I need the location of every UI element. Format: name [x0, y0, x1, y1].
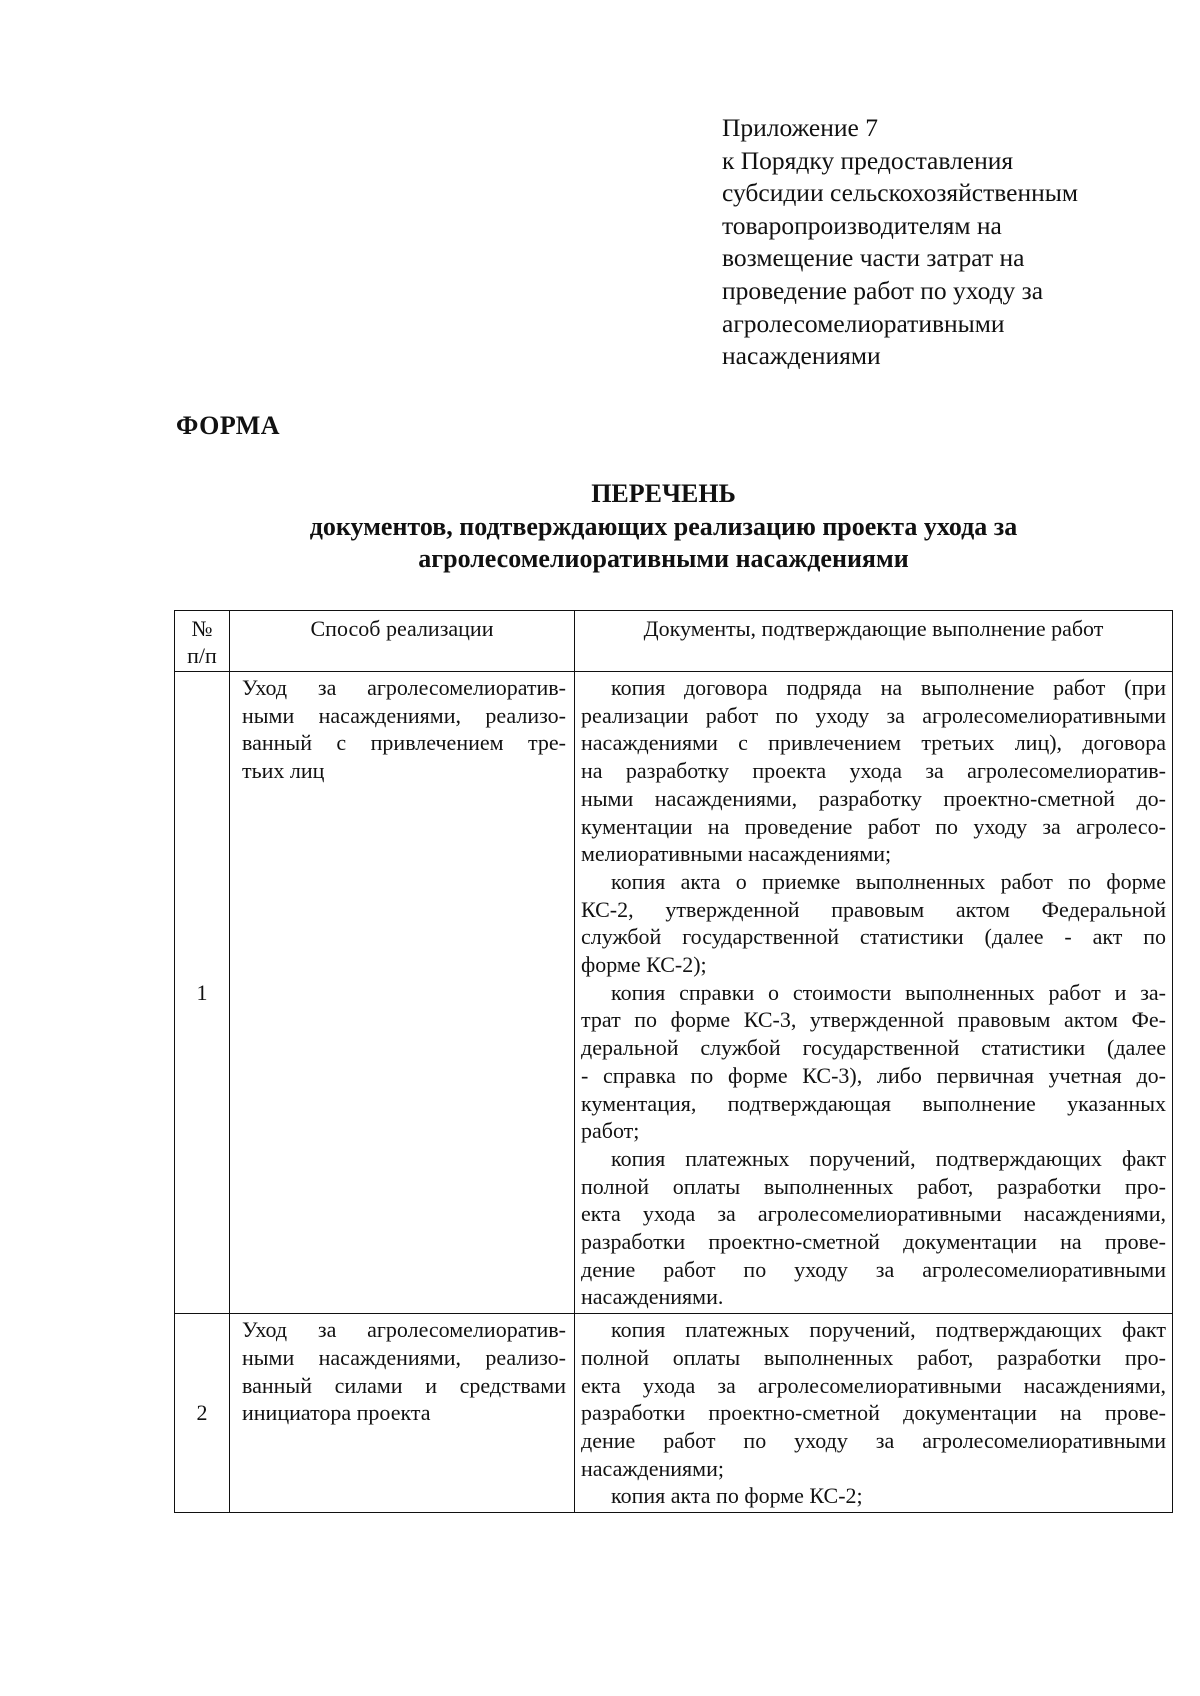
appendix-line: агролесомелиоративными — [722, 308, 1005, 338]
document-line: кументация, подтверждающая выполнение указанных — [581, 1090, 1166, 1116]
row-number: 1 — [175, 672, 230, 1314]
title-line: агролесомелиоративными насаждениями — [418, 544, 909, 573]
document-line: разработки проектно-сметной документации на прове- — [581, 1400, 1166, 1426]
document-line: на разработку проекта ухода за агролесомелиоратив- — [581, 758, 1166, 784]
appendix-line: Приложение 7 — [722, 113, 878, 142]
implementation-method — [230, 1314, 575, 1513]
header-way: Способ реализации — [230, 611, 575, 672]
appendix-line: товаропроизводителям на — [722, 210, 1002, 240]
method-line: инициатора проекта — [242, 1400, 431, 1426]
header-num — [175, 611, 230, 672]
document-line: деральной службой государственной статистики (далее — [581, 1035, 1166, 1061]
appendix-line: субсидии сельскохозяйственным — [722, 178, 1079, 208]
form-label: ФОРМА — [176, 411, 281, 440]
method-line: Уход за агролесомелиоратив- — [242, 675, 566, 700]
title-line: документов, подтверждающих реализацию проекта ухода за — [309, 511, 1018, 541]
header-num-line: № — [191, 616, 213, 641]
document-line: разработки проектно-сметной документации на прове- — [581, 1229, 1166, 1255]
document-line: копия справки о стоимости выполненных работ и за- — [611, 979, 1166, 1005]
method-line: тьих лиц — [242, 758, 325, 784]
table-row — [175, 1314, 1173, 1513]
table-header-row — [175, 611, 1173, 672]
document-line: - справка по форме КС-3), либо первичная учетная до- — [581, 1062, 1166, 1088]
row-number: 2 — [175, 1314, 230, 1513]
document-line: екта ухода за агролесомелиоративными насаждениями, — [581, 1372, 1166, 1398]
document-line: насаждениями с привлечением третьих лиц), договора — [581, 730, 1166, 756]
document-line: ными насаждениями, разработку проектно-сметной до- — [581, 785, 1166, 811]
document-line: службой государственной статистики (далее - акт по — [581, 924, 1166, 950]
document-line: форме КС-2); — [581, 952, 707, 978]
document-line: дение работ по уходу за агролесомелиоративными — [581, 1256, 1166, 1282]
supporting-documents — [575, 1314, 1173, 1513]
document-line: КС-2, утвержденной правовым актом Федеральной — [581, 896, 1166, 922]
method-line: ными насаждениями, реализо- — [242, 1344, 566, 1370]
document-line: копия платежных поручений, подтверждающих факт — [611, 1145, 1166, 1171]
document-title — [176, 478, 1151, 576]
title-heading: ПЕРЕЧЕНЬ — [591, 479, 736, 508]
method-line: ванный с привлечением тре- — [242, 730, 566, 756]
document-line: мелиоративными насаждениями; — [581, 841, 892, 867]
document-line: копия акта о приемке выполненных работ по форме — [611, 868, 1166, 894]
document-line: полной оплаты выполненных работ, разработки про- — [581, 1173, 1166, 1199]
document-line: екта ухода за агролесомелиоративными насаждениями, — [581, 1201, 1166, 1227]
supporting-documents — [575, 672, 1173, 1314]
header-docs: Документы, подтверждающие выполнение работ — [575, 611, 1173, 672]
document-line: реализации работ по уходу за агролесомелиоративными — [581, 702, 1166, 728]
document-line: насаждениями. — [581, 1284, 724, 1310]
header-num-line: п/п — [187, 643, 217, 668]
appendix-block — [722, 112, 1162, 373]
document-line: трат по форме КС-3, утвержденной правовым актом Фе- — [581, 1007, 1166, 1033]
document-line: копия платежных поручений, подтверждающих факт — [611, 1317, 1166, 1343]
method-line: Уход за агролесомелиоратив- — [242, 1317, 566, 1343]
documents-table — [174, 610, 1173, 1513]
document-line: дение работ по уходу за агролесомелиоративными — [581, 1427, 1166, 1453]
document-line: работ; — [581, 1118, 640, 1144]
document-line: копия акта по форме КС-2; — [611, 1483, 863, 1509]
method-line: ными насаждениями, реализо- — [242, 702, 566, 728]
appendix-line: к Порядку предоставления — [722, 145, 1014, 175]
method-line: ванный силами и средствами — [242, 1372, 566, 1398]
appendix-line: насаждениями — [722, 341, 881, 371]
appendix-line: проведение работ по уходу за — [722, 275, 1044, 305]
table-row — [175, 672, 1173, 1314]
implementation-method — [230, 672, 575, 1314]
document-line: полной оплаты выполненных работ, разработки про- — [581, 1344, 1166, 1370]
appendix-line: возмещение части затрат на — [722, 243, 1025, 273]
document-line: насаждениями; — [581, 1455, 724, 1481]
document-line: кументации на проведение работ по уходу за агролесо- — [581, 813, 1166, 839]
document-line: копия договора подряда на выполнение работ (при — [611, 675, 1166, 700]
